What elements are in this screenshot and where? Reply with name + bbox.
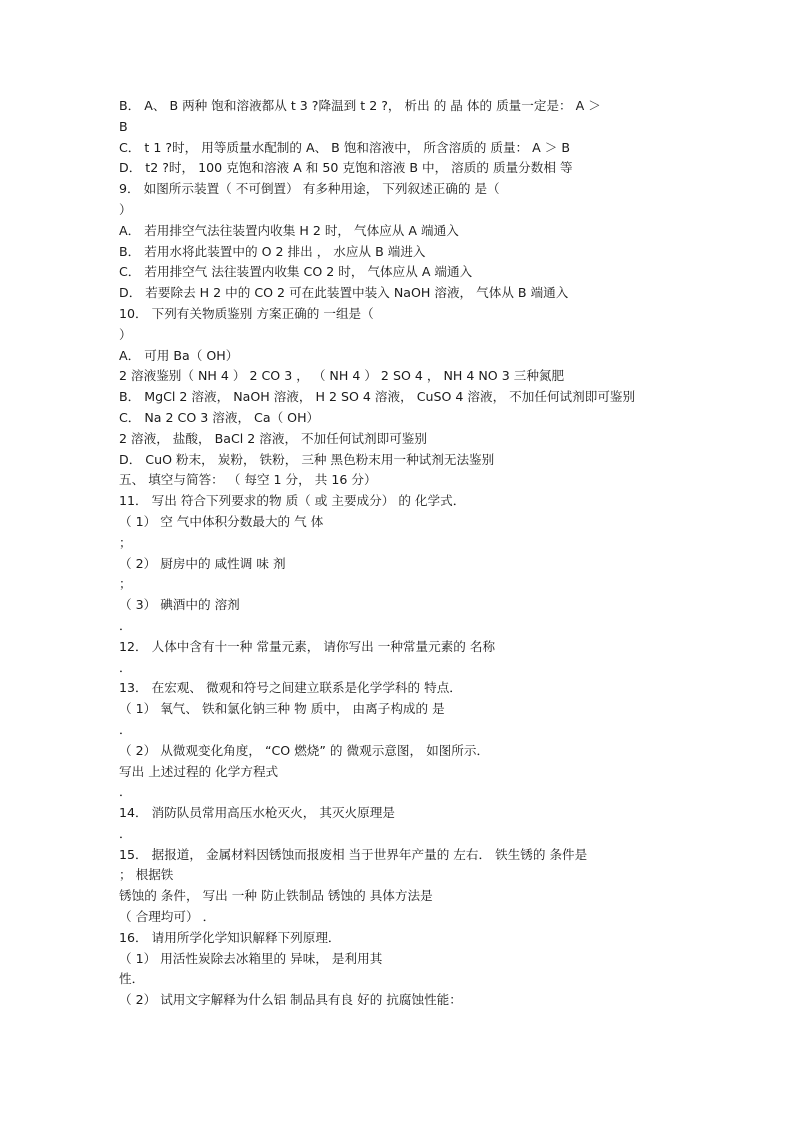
text-line: ） xyxy=(119,326,132,342)
text-line: 13． 在宏观、 微观和符号之间建立联系是化学学科的 特点． xyxy=(119,680,462,696)
text-line: 15． 据报道， 金属材料因锈蚀而报废相 当于世界年产量的 左右． 铁生锈的 条件是 xyxy=(119,846,588,862)
text-line: B xyxy=(119,118,128,134)
text-line: ． xyxy=(119,659,132,675)
text-line: 12． 人体中含有十一种 常量元素， 请你写出 一种常量元素的 名称 xyxy=(119,638,496,654)
text-line: （ 合理均可） ． xyxy=(119,909,216,925)
text-line: D． t2 ?时， 100 克饱和溶液 A 和 50 克饱和溶液 B 中， 溶质的 质量分数相 等 xyxy=(119,160,573,176)
text-line: A． 可用 Ba（ OH） xyxy=(119,347,239,363)
text-line: 五、 填空与简答： （ 每空 1 分， 共 16 分） xyxy=(119,472,377,488)
text-line: 16． 请用所学化学知识解释下列原理． xyxy=(119,929,341,945)
text-line: 9． 如图所示装置（ 不可倒置） 有多种用途， 下列叙述正确的 是（ xyxy=(119,181,500,197)
text-line: 2 溶液鉴别（ NH 4 ） 2 CO 3 ， （ NH 4 ） 2 SO 4 ， NH 4 NO 3 三种氮肥 xyxy=(119,368,565,384)
text-line: C． Na 2 CO 3 溶液， Ca（ OH） xyxy=(119,409,320,425)
text-line: （ 2） 从微观变化角度， “CO 燃烧” 的 微观示意图， 如图所示． xyxy=(119,742,490,758)
text-line: （ 2） 厨房中的 咸性调 味 剂 xyxy=(119,555,286,571)
text-line: 10． 下列有关物质鉴别 方案正确的 一组是（ xyxy=(119,305,374,321)
text-line: ． xyxy=(119,825,132,841)
text-line: ； 根据铁 xyxy=(119,867,174,883)
text-line: 写出 上述过程的 化学方程式 xyxy=(119,763,279,779)
text-line: ． xyxy=(119,617,132,633)
text-line: ； xyxy=(119,534,132,550)
text-line: 14． 消防队员常用高压水枪灭火， 其灭火原理是 xyxy=(119,805,395,821)
text-line: 11． 写出 符合下列要求的物 质（ 或 主要成分） 的 化学式． xyxy=(119,493,466,509)
text-line: B． 若用水将此装置中的 O 2 排出 ， 水应从 B 端进入 xyxy=(119,243,426,259)
text-line: （ 2） 试用文字解释为什么铝 制品具有良 好的 抗腐蚀性能： xyxy=(119,992,462,1008)
text-line: ． xyxy=(119,721,132,737)
text-line: 锈蚀的 条件， 写出 一种 防止铁制品 锈蚀的 具体方法是 xyxy=(119,888,433,904)
text-line: B． A、 B 两种 饱和溶液都从 t 3 ?降温到 t 2 ?， 析出 的 晶 体的 质量一定是： A ＞ xyxy=(119,98,601,113)
text-line: ） xyxy=(119,201,132,217)
text-line: 性． xyxy=(119,971,145,987)
text-line: C． t 1 ?时， 用等质量水配制的 A、 B 饱和溶液中， 所含溶质的 质量： A ＞ B xyxy=(119,139,571,155)
text-line: （ 3） 碘酒中的 溶剂 xyxy=(119,597,240,613)
text-line: ． xyxy=(119,784,132,800)
text-line: B． MgCl 2 溶液， NaOH 溶液， H 2 SO 4 溶液， CuSO 4 溶液， 不加任何试剂即可鉴别 xyxy=(119,389,636,405)
document-body xyxy=(119,96,679,1011)
text-line: D． CuO 粉末， 炭粉， 铁粉， 三种 黑色粉末用一种试剂无法鉴别 xyxy=(119,451,495,467)
text-line: A． 若用排空气法往装置内收集 H 2 时， 气体应从 A 端通入 xyxy=(119,222,459,238)
text-line: （ 1） 用活性炭除去冰箱里的 异味， 是利用其 xyxy=(119,950,383,966)
text-line: ； xyxy=(119,576,132,592)
text-line: C． 若用排空气 法往装置内收集 CO 2 时， 气体应从 A 端通入 xyxy=(119,264,473,280)
text-line: 2 溶液， 盐酸， BaCl 2 溶液， 不加任何试剂即可鉴别 xyxy=(119,430,427,446)
text-line: （ 1） 氧气、 铁和氯化钠三种 物 质中， 由离子构成的 是 xyxy=(119,701,445,717)
text-line: （ 1） 空 气中体积分数最大的 气 体 xyxy=(119,513,324,529)
text-line: D． 若要除去 H 2 中的 CO 2 可在此装置中装入 NaOH 溶液， 气体从 B 端通入 xyxy=(119,285,569,301)
